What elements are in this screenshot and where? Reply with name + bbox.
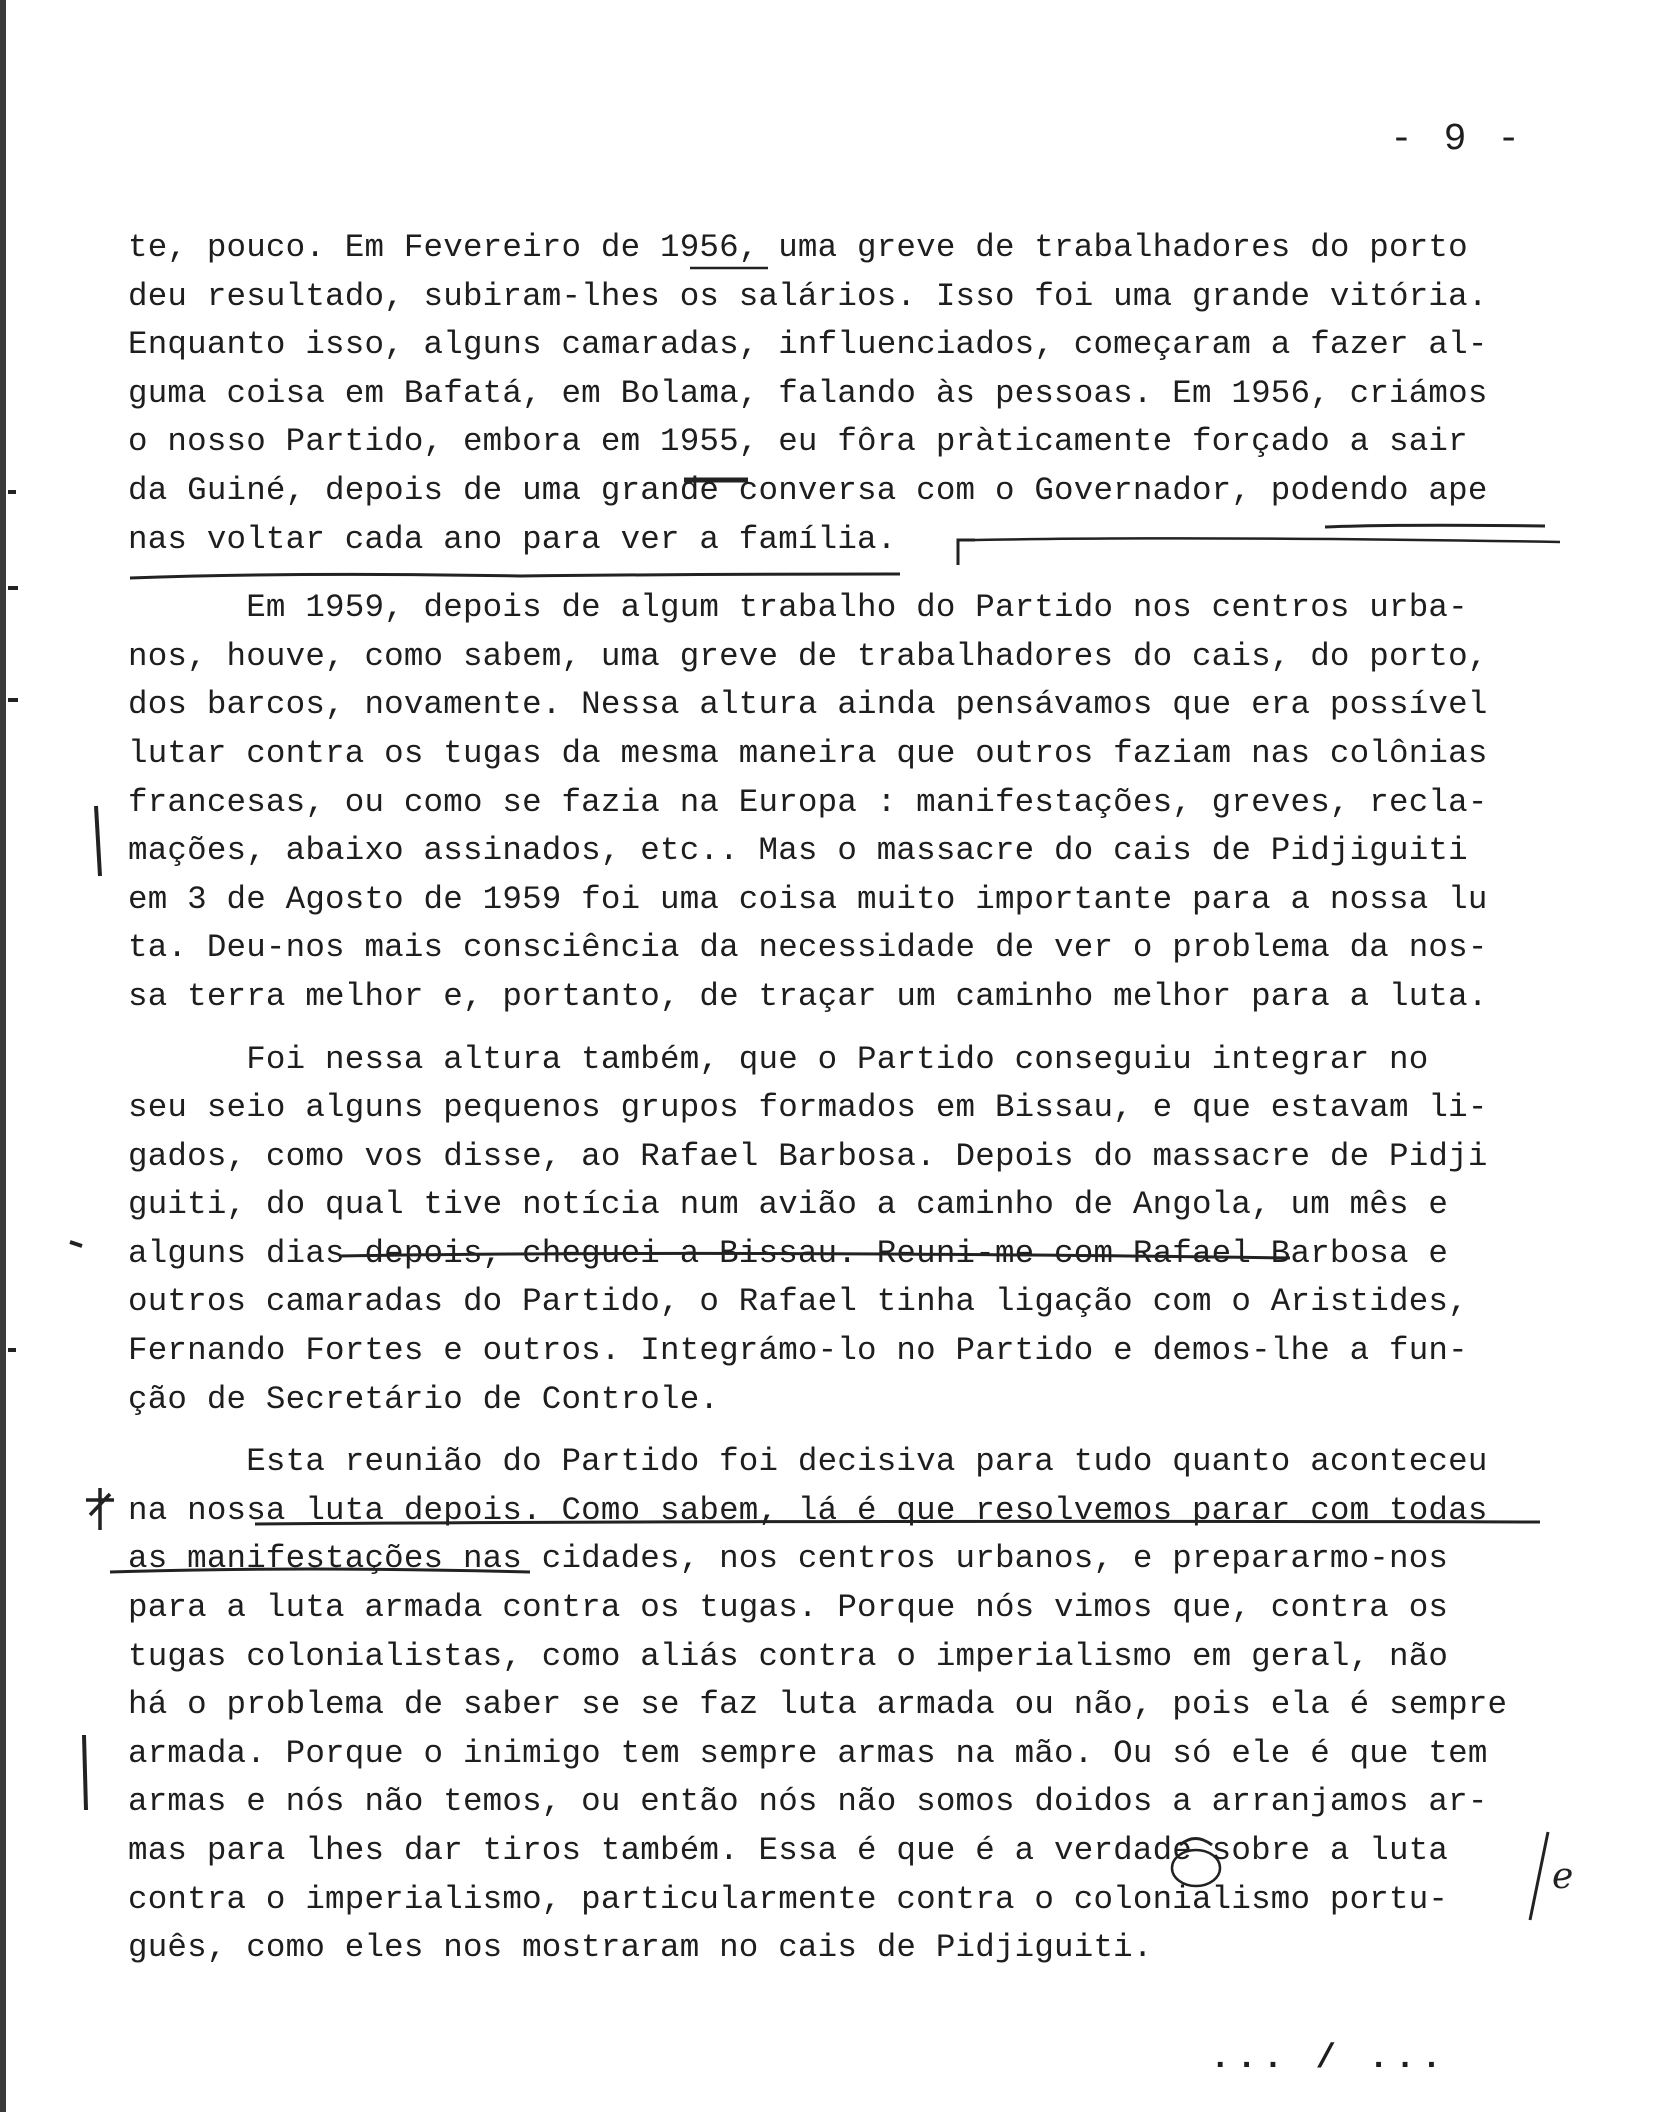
scan-edge	[0, 0, 6, 2112]
paragraph-3	[128, 1036, 1548, 1425]
text-line: Em 1959, depois de algum trabalho do Partido nos centros urba-	[128, 589, 1468, 627]
document-body	[128, 224, 1548, 1973]
text-line: o nosso Partido, embora em 1955, eu fôra pràticamente forçado a sair	[128, 423, 1468, 461]
text-line: deu resultado, subiram-lhes os salários. Isso foi uma grande vitória.	[128, 277, 1488, 315]
text-line: guiti, do qual tive notícia num avião a caminho de Angola, um mês e	[128, 1186, 1449, 1224]
text-line: as manifestações nas cidades, nos centros urbanos, e prepararmo-nos	[128, 1540, 1449, 1578]
text-line: alguns dias depois, cheguei a Bissau. Reuni-me com Rafael Barbosa e	[128, 1234, 1449, 1272]
text-line: te, pouco. Em Fevereiro de 1956, uma greve de trabalhadores do porto	[128, 229, 1468, 266]
text-line: contra o imperialismo, particularmente contra o colonialismo portu-	[128, 1880, 1449, 1918]
text-line: armada. Porque o inimigo tem sempre armas na mão. Ou só ele é que tem	[128, 1734, 1488, 1772]
text-line: outros camaradas do Partido, o Rafael tinha ligação com o Aristides,	[128, 1283, 1468, 1321]
text-line: há o problema de saber se se faz luta armada ou não, pois ela é sempre	[128, 1686, 1508, 1724]
text-line: Foi nessa altura também, que o Partido conseguiu integrar no	[128, 1040, 1429, 1078]
text-line: Enquanto isso, alguns camaradas, influenciados, começaram a fazer al-	[128, 326, 1488, 364]
text-line: Fernando Fortes e outros. Integrámo-lo no Partido e demos-lhe a fun-	[128, 1332, 1468, 1370]
page-number: - 9 -	[1390, 118, 1525, 161]
text-line: na nossa luta depois. Como sabem, lá é que resolvemos parar com todas	[128, 1491, 1488, 1529]
text-line: nas voltar cada ano para ver a família.	[128, 520, 897, 558]
text-line: armas e nós não temos, ou então nós não somos doidos a arranjamos ar-	[128, 1783, 1488, 1821]
margin-bar-mark	[84, 1735, 86, 1810]
text-line: guma coisa em Bafatá, em Bolama, falando às pessoas. Em 1956, criámos	[128, 374, 1488, 412]
text-line: dos barcos, novamente. Nessa altura ainda pensávamos que era possível	[128, 686, 1488, 724]
paragraph-1	[128, 224, 1548, 564]
margin-bar-mark	[96, 806, 100, 876]
text-line: para a luta armada contra os tugas. Porque nós vimos que, contra os	[128, 1589, 1449, 1627]
marginal-letter: e	[1552, 1856, 1574, 1897]
asterisk-mark	[86, 1488, 114, 1530]
text-line: Esta reunião do Partido foi decisiva para tudo quanto aconteceu	[128, 1443, 1488, 1481]
continuation-mark: ... / ...	[1210, 2040, 1448, 2078]
text-line: lutar contra os tugas da mesma maneira que outros faziam nas colônias	[128, 734, 1488, 772]
text-line: mas para lhes dar tiros também. Essa é que é a verdade sobre a luta	[128, 1832, 1449, 1869]
text-line: em 3 de Agosto de 1959 foi uma coisa muito importante para a nossa lu	[128, 880, 1488, 918]
text-line: mações, abaixo assinados, etc.. Mas o massacre do cais de Pidjiguiti	[128, 832, 1468, 870]
text-line: ção de Secretário de Controle.	[128, 1380, 720, 1418]
text-line: francesas, ou como se fazia na Europa : manifestações, greves, recla-	[128, 783, 1488, 821]
text-line: guês, como eles nos mostraram no cais de Pidjiguiti.	[128, 1929, 1153, 1967]
paragraph-2	[128, 584, 1548, 1021]
text-line: da Guiné, depois de uma grande conversa com o Governador, podendo ape	[128, 471, 1488, 509]
text-line: nos, houve, como sabem, uma greve de trabalhadores do cais, do porto,	[128, 637, 1488, 675]
paragraph-4	[128, 1438, 1548, 1973]
text-line: ta. Deu-nos mais consciência da necessidade de ver o problema da nos-	[128, 929, 1488, 967]
text-line: sa terra melhor e, portanto, de traçar um caminho melhor para a luta.	[128, 977, 1488, 1015]
text-line: gados, como vos disse, ao Rafael Barbosa. Depois do massacre de Pidji	[128, 1137, 1488, 1175]
text-line: seu seio alguns pequenos grupos formados em Bissau, e que estavam li-	[128, 1089, 1488, 1127]
text-line: tugas colonialistas, como aliás contra o imperialismo em geral, não	[128, 1637, 1449, 1675]
